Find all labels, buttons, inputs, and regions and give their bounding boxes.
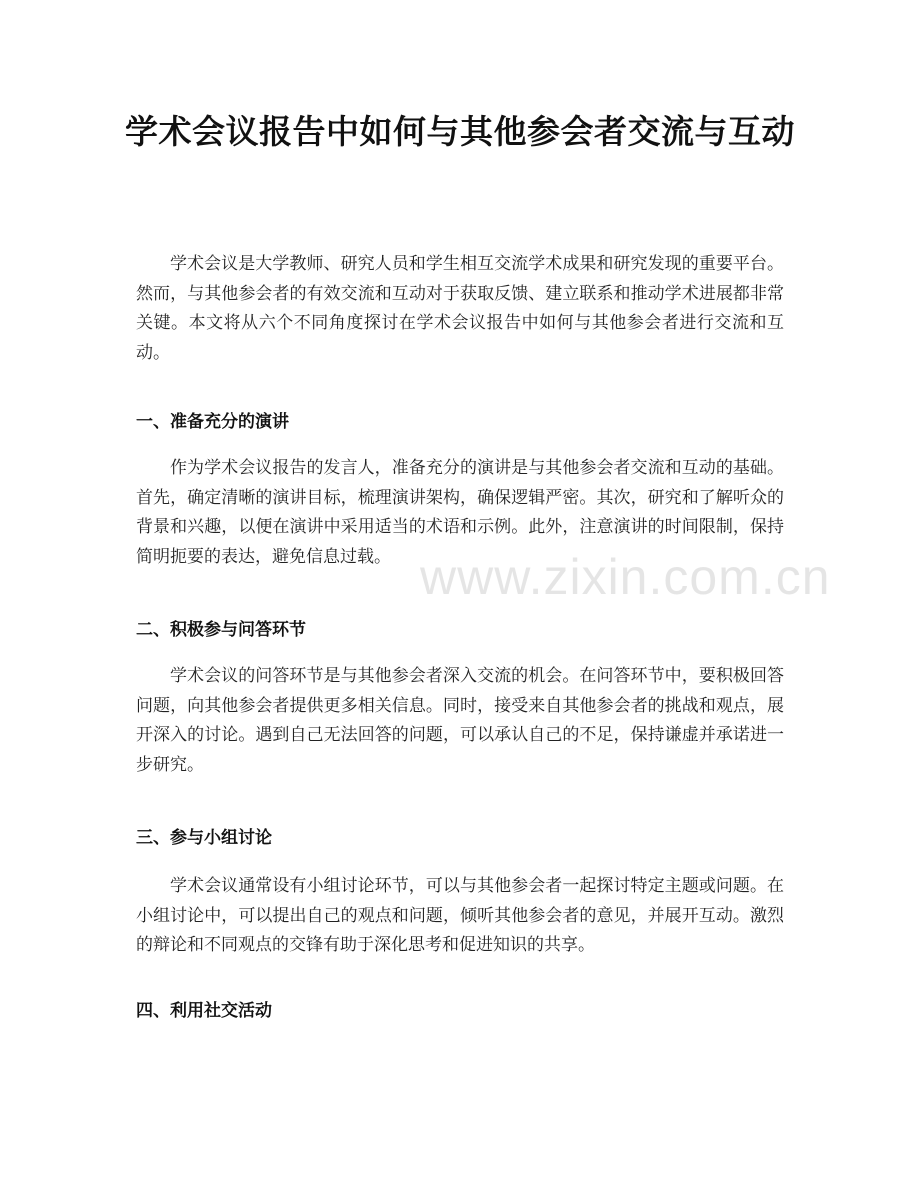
section-body-3: 学术会议通常设有小组讨论环节，可以与其他参会者一起探讨特定主题或问题。在小组讨论中，可以提出自己的观点和问题，倾听其他参会者的意见，并展开互动。激烈的辩论和不同观点的交锋有助于深化思考和促进知识的共享。 xyxy=(136,876,784,955)
section-body-2: 学术会议的问答环节是与其他参会者深入交流的机会。在问答环节中，要积极回答问题，向其他参会者提供更多相关信息。同时，接受来自其他参会者的挑战和观点，展开深入的讨论。遇到自己无法回答的问题，可以承认自己的不足，保持谦虚并承诺进一步研究。 xyxy=(136,666,784,775)
section-heading-3: 三、参与小组讨论 xyxy=(136,828,272,848)
document-title: 学术会议报告中如何与其他参会者交流与互动 xyxy=(125,112,795,151)
watermark: www.zixin.com.cn xyxy=(420,549,831,605)
intro-paragraph: 学术会议是大学教师、研究人员和学生相互交流学术成果和研究发现的重要平台。然而，与其他参会者的有效交流和互动对于获取反馈、建立联系和推动学术进展都非常关键。本文将从六个不同角度探讨在学术会议报告中如何与其他参会者进行交流和互动。 xyxy=(136,254,784,363)
section-heading-1: 一、准备充分的演讲 xyxy=(136,412,289,432)
section-heading-2: 二、积极参与问答环节 xyxy=(136,620,306,640)
section-heading-4: 四、利用社交活动 xyxy=(136,1001,272,1021)
section-body-1: 作为学术会议报告的发言人，准备充分的演讲是与其他参会者交流和互动的基础。首先，确定清晰的演讲目标，梳理演讲架构，确保逻辑严密。其次，研究和了解听众的背景和兴趣，以便在演讲中采用适当的术语和示例。此外，注意演讲的时间限制，保持简明扼要的表达，避免信息过载。 xyxy=(136,458,784,567)
